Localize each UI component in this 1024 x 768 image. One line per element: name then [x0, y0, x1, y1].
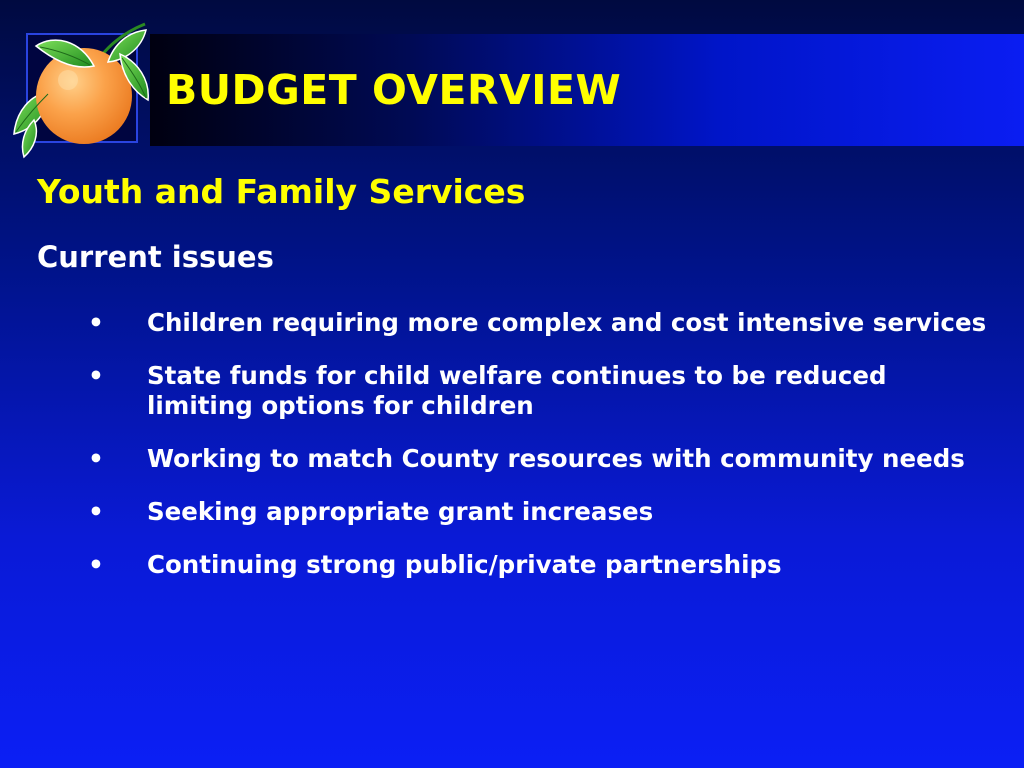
list-item — [86, 444, 996, 474]
section-heading: Current issues — [37, 240, 274, 274]
bullet-list — [86, 308, 996, 603]
bullet-icon: • — [88, 444, 104, 473]
bullet-icon: • — [88, 497, 104, 526]
orange-with-leaves-icon — [10, 22, 160, 162]
slide-title: BUDGET OVERVIEW — [166, 66, 622, 114]
list-item — [86, 361, 996, 421]
bullet-text: Working to match County resources with community needs — [147, 444, 965, 473]
bullet-text: Continuing strong public/private partnerships — [147, 550, 782, 579]
list-item — [86, 550, 996, 580]
bullet-text: Children requiring more complex and cost intensive services — [147, 308, 987, 337]
bullet-icon: • — [88, 308, 104, 337]
list-item — [86, 497, 996, 527]
bullet-text: Seeking appropriate grant increases — [147, 497, 654, 526]
bullet-icon: • — [88, 550, 104, 579]
bullet-text: State funds for child welfare continues to be reduced limiting options for children — [147, 361, 887, 420]
bullet-icon: • — [88, 361, 104, 390]
list-item — [86, 308, 996, 338]
slide-subtitle: Youth and Family Services — [37, 172, 526, 211]
